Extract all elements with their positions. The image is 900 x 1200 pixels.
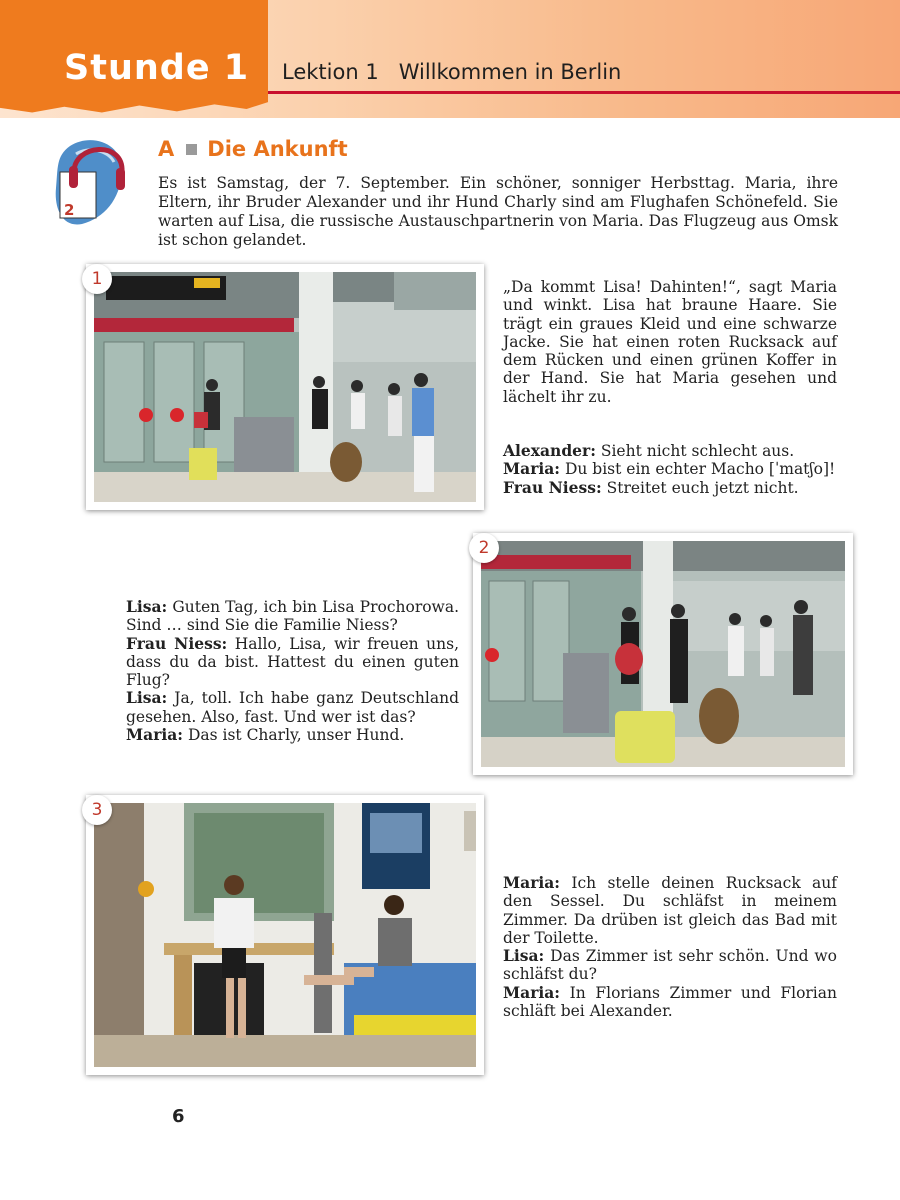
dialogue-line: Maria: Das ist Charly, unser Hund.: [126, 725, 405, 745]
svg-text:2: 2: [64, 201, 75, 219]
dialogue-line: Lisa: Guten Tag, ich bin Lisa Prochorowa. Sind … sind Sie die Familie Niess?: [126, 597, 459, 635]
speaker-name: Maria:: [503, 982, 561, 1002]
bullet-square-icon: [186, 144, 197, 155]
dialogue-block-3: [503, 874, 837, 1020]
speaker-name: Alexander:: [503, 441, 596, 461]
photo-number-2: 2: [469, 533, 499, 563]
dialogue-line: Maria: Ich stelle deinen Rucksack auf den Sessel. Du schläfst in meinem Zimmer. Da drüben ist gleich das Bad mit der Toilette.: [503, 873, 837, 947]
photo-greeting: [473, 533, 853, 775]
speaker-name: Frau Niess:: [126, 633, 228, 653]
stunde-title: Stunde 1: [64, 48, 250, 88]
photo-bedroom: [86, 795, 484, 1075]
speaker-name: Maria:: [503, 459, 561, 479]
section-title: Die Ankunft: [207, 137, 348, 161]
photo-number-3: 3: [82, 795, 112, 825]
lesson-title: Lektion 1 Willkommen in Berlin: [282, 60, 622, 84]
dialogue-line: Alexander: Sieht nicht schlecht aus.: [503, 441, 795, 461]
section-letter: A: [158, 137, 175, 161]
speaker-name: Lisa:: [503, 946, 545, 966]
speaker-name: Lisa:: [126, 597, 168, 616]
speaker-name: Lisa:: [126, 688, 168, 708]
intro-paragraph: Es ist Samstag, der 7. September. Ein schöner, sonniger Herbsttag. Maria, ihre Eltern, ihr Bruder Alexander und ihr Hund Charly sind am Flughafen Schönefeld. Sie warten auf Lisa, die russische Austauschpartnerin von Maria. Das Flugzeug aus Omsk ist schon gelandet.: [158, 174, 838, 249]
header-divider: [268, 91, 900, 94]
dialogue-line: Frau Niess: Streitet euch jetzt nicht.: [503, 477, 799, 497]
page-number: 6: [172, 1106, 185, 1127]
speaker-name: Frau Niess:: [503, 477, 602, 497]
dialogue-line: Maria: In Florians Zimmer und Florian schläft bei Alexander.: [503, 982, 837, 1021]
dialogue-block-1: [503, 278, 837, 497]
dialogue-line: Lisa: Das Zimmer ist sehr schön. Und wo schläfst du?: [503, 946, 837, 984]
narration-paragraph: „Da kommt Lisa! Dahinten!“, sagt Maria und winkt. Lisa hat braune Haare. Sie trägt ein graues Kleid und eine schwarze Jacke. Sie hat einen roten Rucksack auf dem Rücken und einen grünen Koffer in der Hand. Sie hat Maria gesehen und lächelt ihr zu.: [503, 278, 837, 406]
dialogue-block-2: [126, 598, 459, 744]
dialogue-line: Frau Niess: Hallo, Lisa, wir freuen uns, dass du da bist. Hattest du einen guten Flug?: [126, 633, 459, 690]
dialogue-line: Lisa: Ja, toll. Ich habe ganz Deutschland gesehen. Also, fast. Und wer ist das?: [126, 688, 459, 726]
section-heading: [158, 137, 348, 161]
photo-number-1: 1: [82, 264, 112, 294]
headphones-audio-icon: [52, 138, 132, 230]
dialogue-line: Maria: Du bist ein echter Macho [ˈmatʃo]!: [503, 459, 836, 479]
photo-airport-arrival: [86, 264, 484, 510]
speaker-name: Maria:: [503, 873, 561, 892]
speaker-name: Maria:: [126, 725, 184, 745]
